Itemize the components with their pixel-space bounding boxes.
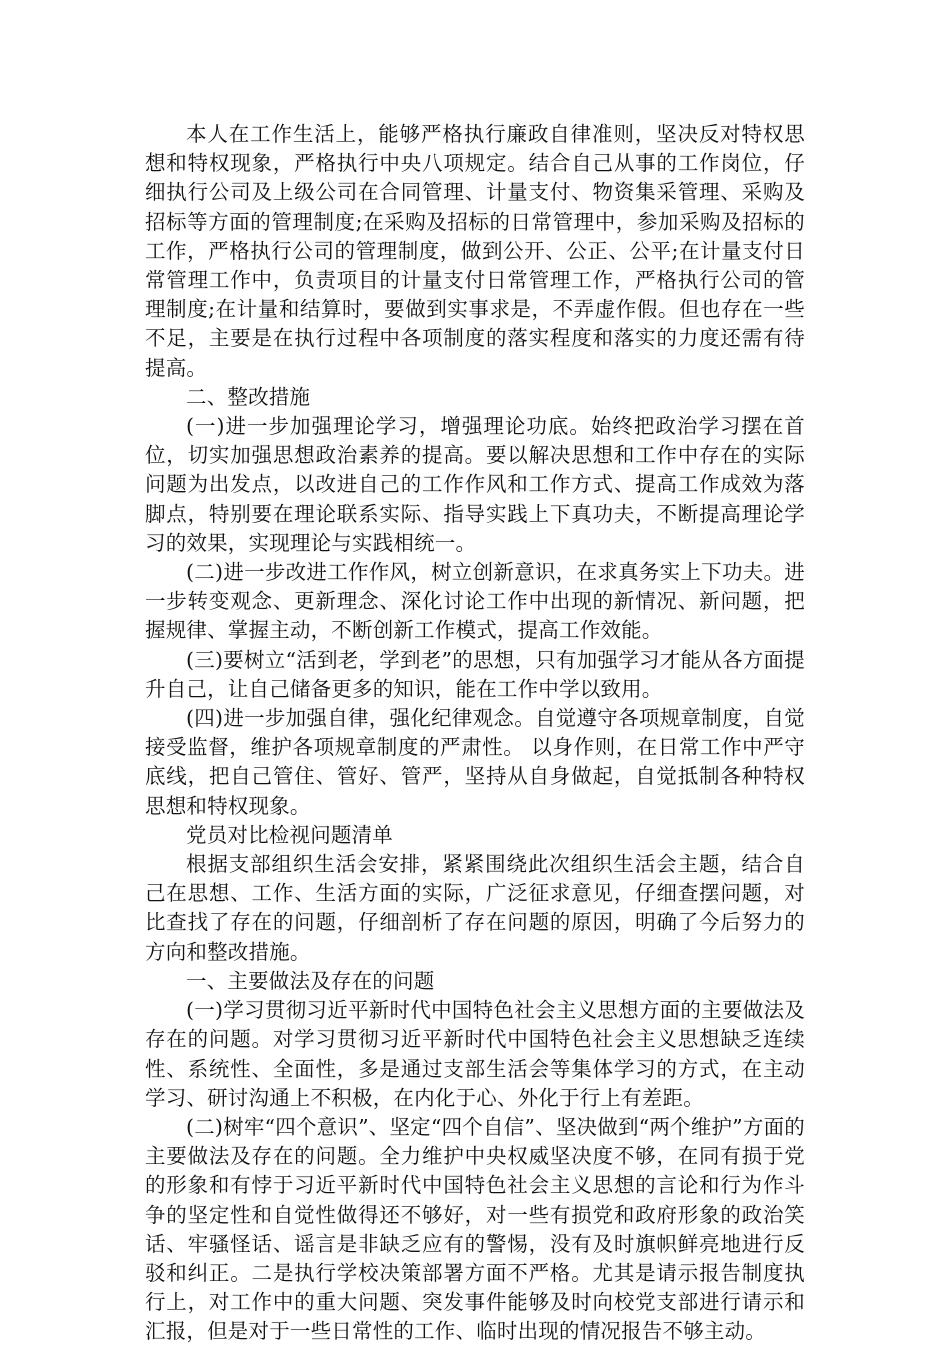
paragraph-integrity: 本人在工作生活上，能够严格执行廉政自律准则，坚决反对特权思想和特权现象，严格执行中央八项规定。结合自己从事的工作岗位，仔细执行公司及上级公司在合同管理、计量支付、物资集采管理、采购及招标等方面的管理制度;在采购及招标的日常管理中，参加采购及招标的工作，严格执行公司的管理制度，做到公开、公正、公平;在计量支付日常管理工作中，负责项目的计量支付日常管理工作，严格执行公司的管理制度;在计量和结算时，要做到实事求是，不弄虚作假。但也存在一些不足，主要是在执行过程中各项制度的落实程度和落实的力度还需有待提高。: [145, 122, 805, 380]
paragraph-measure-4: (四)进一步加强自律，强化纪律观念。自觉遵守各项规章制度，自觉接受监督，维护各项规章制度的严肃性。 以身作则，在日常工作中严守底线，把自己管住、管好、管严，坚持从自身做起，自觉抵制各种特权思想和特权现象。: [145, 706, 805, 818]
paragraph-measure-2: (二)进一步改进工作作风，树立创新意识，在求真务实上下功夫。进一步转变观念、更新理念、深化讨论工作中出现的新情况、新问题，把握规律、掌握主动，不断创新工作模式，提高工作效能。: [145, 560, 805, 643]
heading-main-practices: 一、主要做法及存在的问题: [186, 968, 435, 993]
paragraph-intro: 根据支部组织生活会安排，紧紧围绕此次组织生活会主题，结合自己在思想、工作、生活方面的实际，广泛征求意见，仔细查摆问题，对比查找了存在的问题，仔细剖析了存在问题的原因，明确了今后努力的方向和整改措施。: [145, 852, 805, 964]
paragraph-practice-2: (二)树牢“四个意识”、坚定“四个自信”、坚决做到“两个维护”方面的主要做法及存在的问题。全力维护中央权威坚决度不够，在同有损于党的形象和有悖于习近平新时代中国特色社会主义思想的言论和行为作斗争的坚定性和自觉性做得还不够好，对一些有损党和政府形象的政治笑话、牢骚怪话、谣言是非缺乏应有的警惕，没有及时旗帜鲜亮地进行反驳和纠正。二是执行学校决策部署方面不严格。尤其是请示报告制度执行上，对工作中的重大问题、突发事件能够及时向校党支部进行请示和汇报，但是对于一些日常性的工作、临时出现的情况报告不够主动。: [145, 1114, 805, 1344]
paragraph-measure-3: (三)要树立“活到老，学到老”的思想，只有加强学习才能从各方面提升自己，让自己储备更多的知识，能在工作中学以致用。: [145, 647, 805, 701]
heading-rectification-measures: 二、整改措施: [186, 384, 311, 409]
paragraph-measure-1: (一)进一步加强理论学习，增强理论功底。始终把政治学习摆在首位，切实加强思想政治素养的提高。要以解决思想和工作中存在的实际问题为出发点，以改进自己的工作作风和工作方式、提高工作成效为落脚点，特别要在理论联系实际、指导实践上下真功夫，不断提高理论学习的效果，实现理论与实践相统一。: [145, 414, 805, 555]
paragraph-practice-1: (一)学习贯彻习近平新时代中国特色社会主义思想方面的主要做法及存在的问题。对学习贯彻习近平新时代中国特色社会主义思想缺乏连续性、系统性、全面性，多是通过支部生活会等集体学习的方式，在主动学习、研讨沟通上不积极，在内化于心、外化于行上有差距。: [145, 998, 805, 1110]
heading-problem-list: 党员对比检视问题清单: [186, 822, 393, 847]
document-body: [145, 120, 805, 1347]
